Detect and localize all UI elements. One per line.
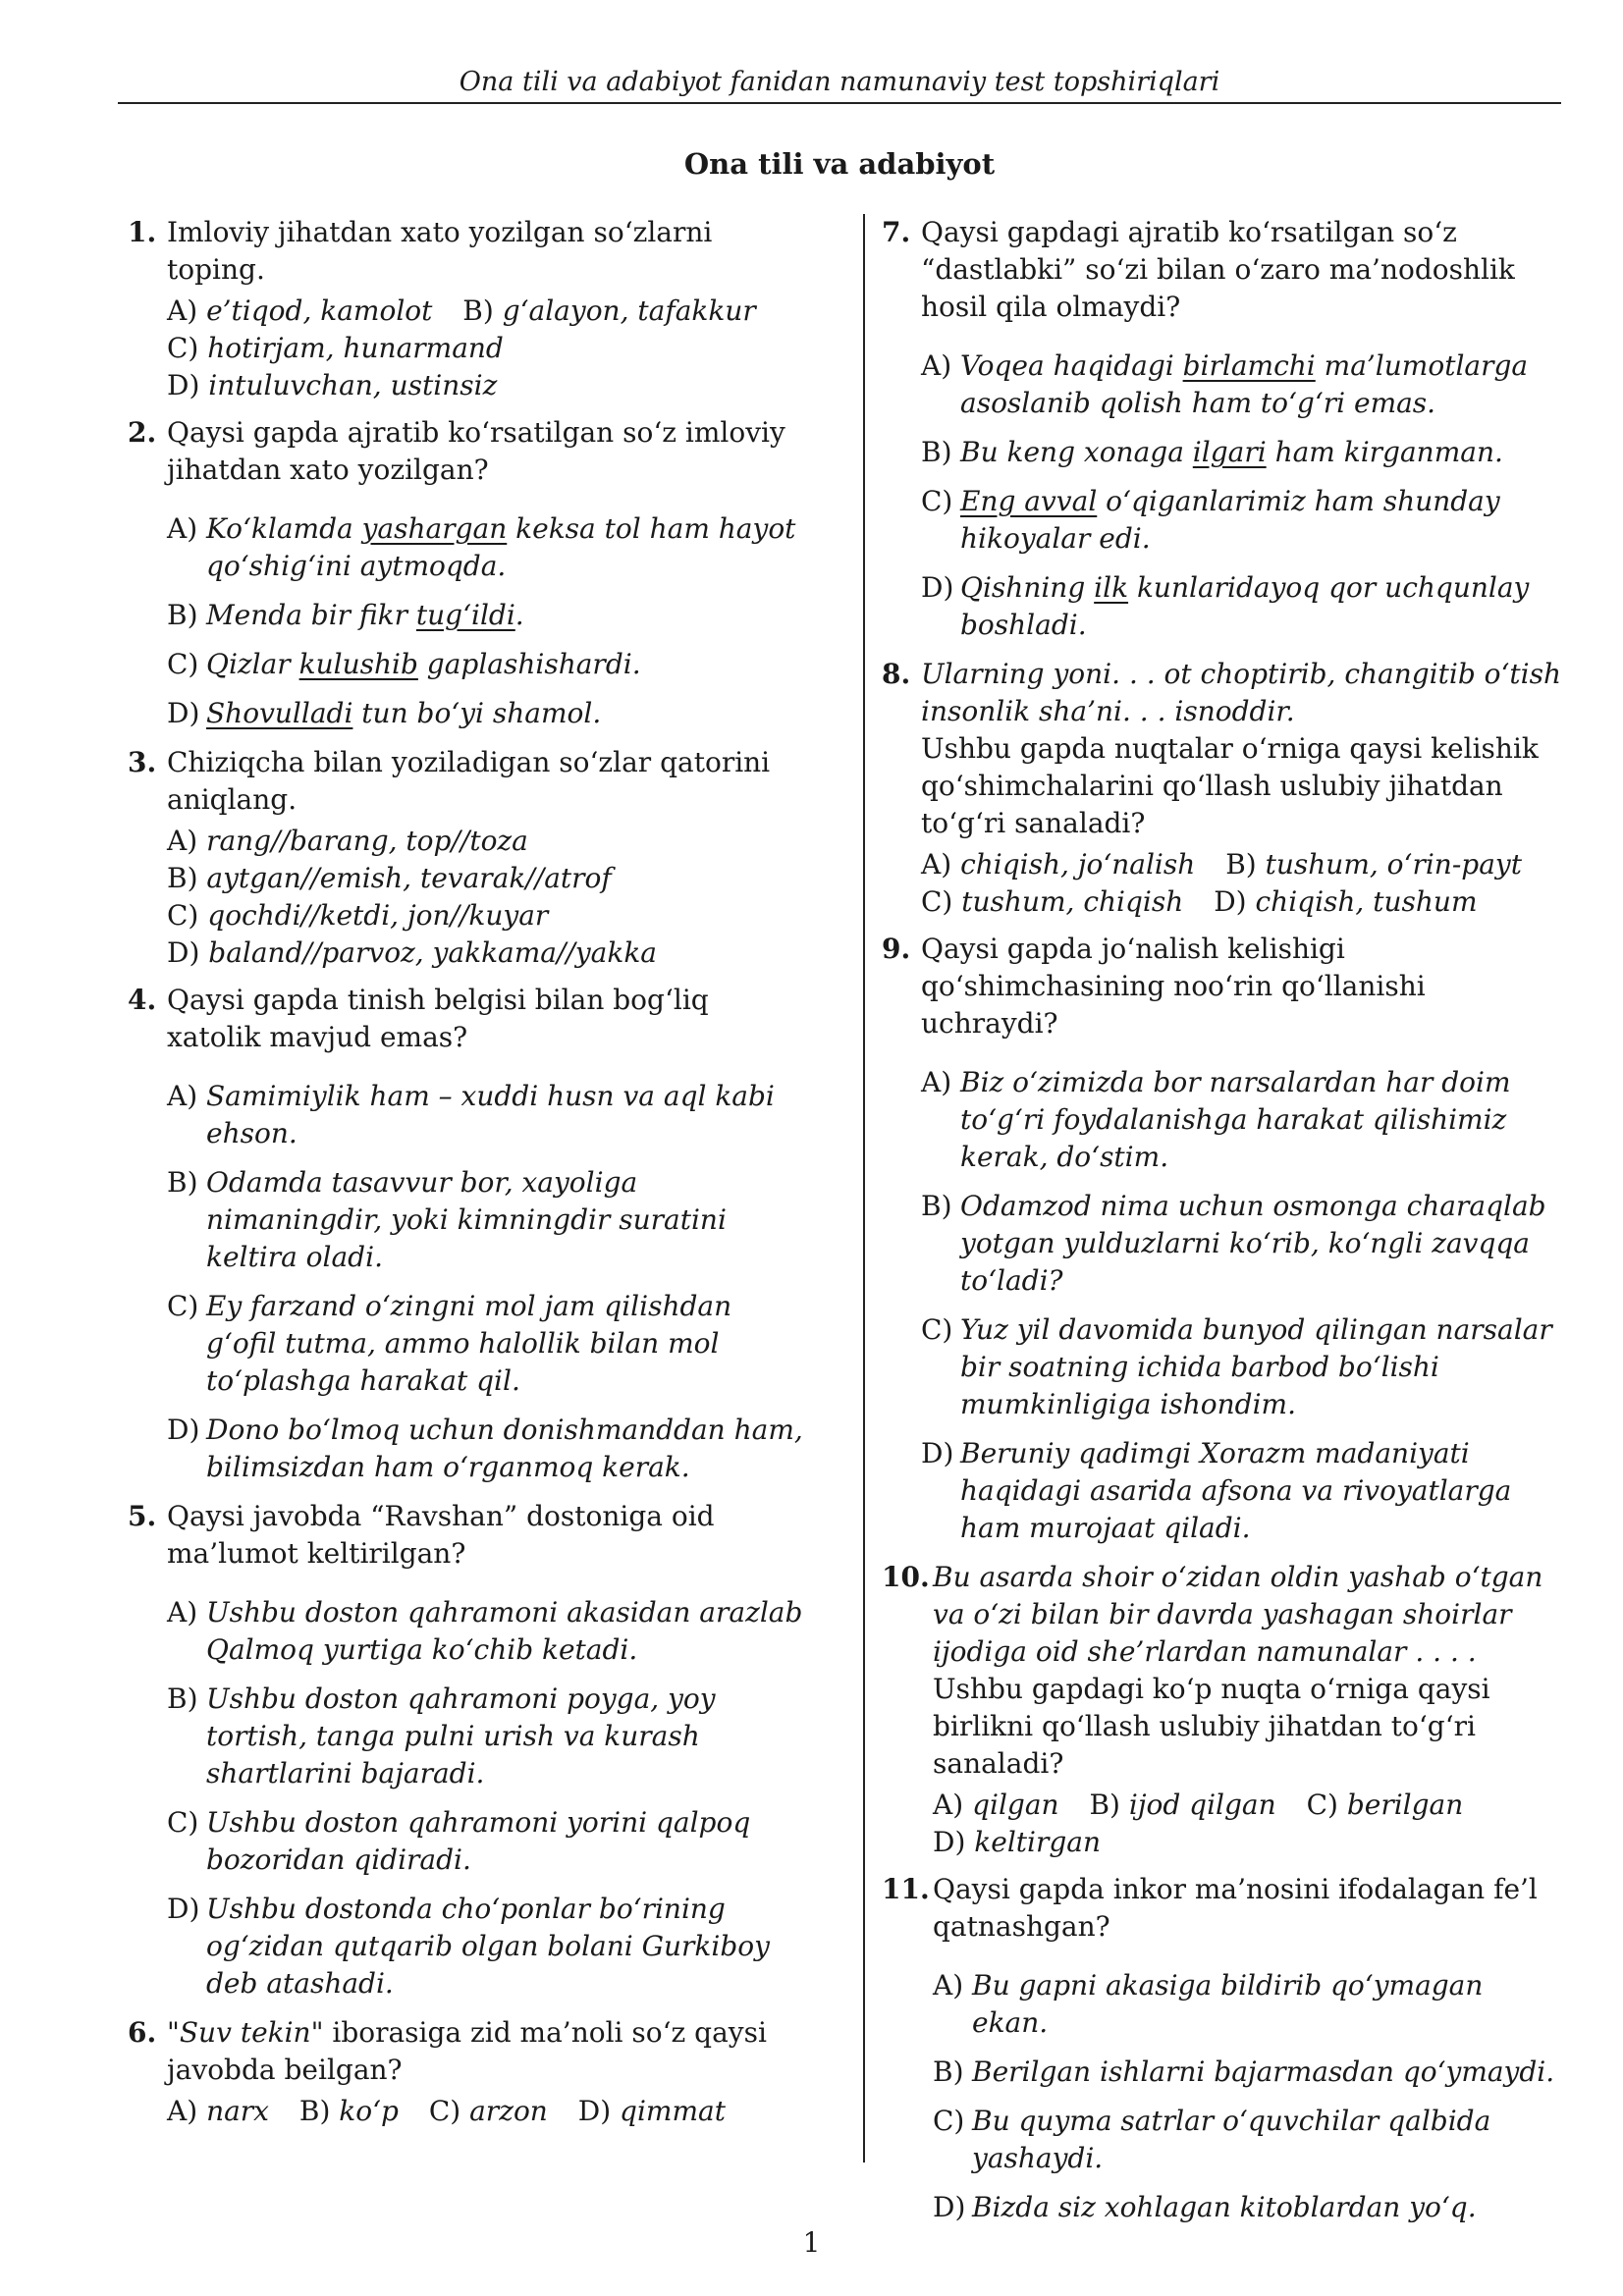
options [933, 1967, 1564, 2226]
question-text: Chiziqcha bilan yoziladigan so‘zlar qatorini aniqlang. [167, 746, 771, 816]
option-c[interactable]: C) Bu quyma satrlar o‘quvchilar qalbida yashaydi. [933, 2105, 1491, 2174]
question-1 [128, 214, 805, 404]
option-a[interactable]: A) e’tiqod, kamolot [167, 294, 433, 327]
question-number: 8. [882, 658, 911, 690]
options [167, 293, 805, 404]
option-a[interactable]: A) rang//barang, top//toza [167, 825, 528, 857]
running-header: Ona tili va adabiyot fanidan namunaviy test topshiriqlari [459, 67, 1220, 97]
option-c[interactable]: C) hotirjam, hunarmand [167, 332, 504, 364]
option-b[interactable]: B) Menda bir fikr tug‘ildi. [167, 599, 524, 631]
option-d[interactable]: D) Qishning ilk kunlaridayoq qor uchqunlay boshladi. [921, 571, 1530, 641]
option-d[interactable]: D) Dono bo‘lmoq uchun donishmanddan ham, bilimsizdan ham o‘rganmoq kerak. [167, 1414, 803, 1483]
options [167, 1078, 805, 1486]
options [167, 510, 805, 732]
option-c[interactable]: C) Ey farzand o‘zingni mol jam qilishdan g‘ofil tutma, ammo halollik bilan mol to‘plashga harakat qil. [167, 1290, 732, 1397]
option-b[interactable]: B) Berilgan ishlarni bajarmasdan qo‘ymaydi. [933, 2056, 1555, 2088]
underlined-word: kulushib [298, 648, 418, 680]
option-b[interactable]: B) Ushbu doston qahramoni poyga, yoy tortish, tanga pulni urish va kurash shartlarini bajaradi. [167, 1682, 716, 1789]
option-a[interactable]: A) Bu gapni akasiga bildirib qo‘ymagan ekan. [933, 1969, 1484, 2039]
option-b[interactable]: B) Bu keng xonaga ilgari ham kirganman. [921, 436, 1503, 468]
option-d[interactable]: D) keltirgan [933, 1826, 1102, 1858]
options-row [921, 846, 1564, 883]
question-number: 7. [882, 216, 911, 248]
option-a[interactable]: A) Ushbu doston qahramoni akasidan arazlab Qalmoq yurtiga ko‘chib ketadi. [167, 1596, 803, 1666]
question-8 [882, 656, 1564, 921]
page-number: 1 [802, 2226, 821, 2259]
question-text: Qaysi gapdagi ajratib ko‘rsatilgan so‘z “dastlabki” so‘zi bilan o‘zaro ma’nodoshlik hosil qila olmaydi? [921, 216, 1515, 323]
underlined-word: ilgari [1192, 436, 1267, 468]
question-7 [882, 214, 1564, 644]
option-a[interactable]: A) narx [167, 2095, 269, 2127]
question-4 [128, 982, 805, 1486]
question-text: "Suv tekin" iborasiga zid ma’noli so‘z qaysi javobda beilgan? [167, 2016, 767, 2086]
option-d[interactable]: D) baland//parvoz, yakkama//yakka [167, 936, 657, 969]
option-d[interactable]: D) intuluvchan, ustinsiz [167, 369, 498, 401]
question-text: Qaysi gapda tinish belgisi bilan bog‘liq xatolik mavjud emas? [167, 984, 709, 1053]
options [167, 1594, 805, 2002]
option-d[interactable]: D) qimmat [577, 2095, 726, 2127]
option-c[interactable]: C) qochdi//ketdi, jon//kuyar [167, 899, 549, 932]
option-c[interactable]: C) Yuz yil davomida bunyod qilingan narsalar bir soatning ichida barbod bo‘lishi mumkinligiga ishondim. [921, 1313, 1552, 1420]
underlined-word: Eng avval [960, 485, 1098, 517]
question-text: Ushbu gapda nuqtalar o‘rniga qaysi kelishik qo‘shimchalarini qo‘llash uslubiy jihatdan to‘g‘ri sanaladi? [921, 732, 1539, 839]
option-b[interactable]: B) tushum, o‘rin-payt [1225, 848, 1522, 881]
question-number: 5. [128, 1500, 157, 1532]
question-number: 9. [882, 933, 911, 965]
option-c[interactable]: C) Qizlar kulushib gaplashishardi. [167, 648, 641, 680]
question-sentence: Ularning yoni. . . ot choptirib, changitib o‘tish insonlik sha’ni. . . isnoddir. [921, 658, 1562, 727]
option-a[interactable]: A) Samimiylik ham – xuddi husn va aql kabi ehson. [167, 1080, 775, 1149]
options [921, 1064, 1564, 1547]
question-number: 10. [882, 1561, 930, 1593]
underlined-word: Shovulladi [206, 697, 353, 729]
question-text: Imloviy jihatdan xato yozilgan so‘zlarni toping. [167, 216, 713, 286]
question-number: 3. [128, 746, 157, 778]
option-b[interactable]: B) g‘alayon, tafakkur [462, 294, 756, 327]
option-a[interactable]: A) chiqish, jo‘nalish [921, 848, 1196, 881]
question-3 [128, 744, 805, 972]
question-9 [882, 931, 1564, 1547]
options-row [167, 2093, 805, 2130]
question-text: Qaysi gapda ajratib ko‘rsatilgan so‘z imloviy jihatdan xato yozilgan? [167, 416, 785, 486]
option-a[interactable]: A) qilgan [933, 1789, 1059, 1821]
option-b[interactable]: B) ko‘p [298, 2095, 399, 2127]
option-c[interactable]: C) berilgan [1306, 1789, 1464, 1821]
option-b[interactable]: B) Odamzod nima uchun osmonga charaqlab yotgan yulduzlarni ko‘rib, ko‘ngli zavqqa to‘ladi? [921, 1190, 1546, 1297]
question-number: 4. [128, 984, 157, 1016]
underlined-word: ilk [1094, 571, 1129, 604]
page-title: Ona tili va adabiyot [683, 147, 996, 181]
options-row [921, 883, 1564, 921]
option-c[interactable]: C) Eng avval o‘qiganlarimiz ham shunday hikoyalar edi. [921, 485, 1500, 555]
option-a[interactable]: A) Ko‘klamda yashargan keksa tol ham hayot qo‘shig‘ini aytmoqda. [167, 512, 796, 582]
question-text: Qaysi gapda inkor ma’nosini ifodalagan fe’l qatnashgan? [933, 1873, 1538, 1943]
option-a[interactable]: A) Biz o‘zimizda bor narsalardan har doim to‘g‘ri foydalanishga harakat qilishimiz kerak, do‘stim. [921, 1066, 1511, 1173]
column-divider [863, 214, 865, 2163]
underlined-word: yashargan [361, 512, 508, 545]
question-number: 6. [128, 2016, 157, 2049]
question-6 [128, 2014, 805, 2130]
options-row [933, 1787, 1564, 1824]
question-text: Qaysi gapda jo‘nalish kelishigi qo‘shimchasining noo‘rin qo‘llanishi uchraydi? [921, 933, 1426, 1040]
option-c[interactable]: C) arzon [428, 2095, 548, 2127]
question-text: Qaysi javobda “Ravshan” dostoniga oid ma’lumot keltirilgan? [167, 1500, 715, 1570]
options [921, 846, 1564, 921]
option-d[interactable]: D) Ushbu dostonda cho‘ponlar bo‘rining og‘zidan qutqarib olgan bolani Gurkiboy deb atashadi. [167, 1893, 770, 2000]
option-d[interactable]: D) Bizda siz xohlagan kitoblardan yo‘q. [933, 2191, 1477, 2223]
option-b[interactable]: B) ijod qilgan [1089, 1789, 1276, 1821]
options [933, 1787, 1564, 1861]
options [921, 347, 1564, 644]
option-c[interactable]: C) tushum, chiqish [921, 885, 1184, 918]
header-rule [118, 102, 1561, 104]
question-5 [128, 1498, 805, 2002]
question-10 [882, 1559, 1564, 1861]
option-d[interactable]: D) chiqish, tushum [1214, 885, 1478, 918]
options [167, 823, 805, 972]
options-row [167, 293, 805, 330]
question-text: Ushbu gapdagi ko‘p nuqta o‘rniga qaysi birlikni qo‘llash uslubiy jihatdan to‘g‘ri sanaladi? [933, 1673, 1490, 1780]
underlined-word: tug‘ildi [415, 599, 515, 631]
question-2 [128, 414, 805, 732]
question-number: 2. [128, 416, 157, 449]
question-11 [882, 1871, 1564, 2226]
option-d[interactable]: D) Beruniy qadimgi Xorazm madaniyati haqidagi asarida afsona va rivoyatlarga ham murojaat qiladi. [921, 1437, 1512, 1544]
question-number: 1. [128, 216, 157, 248]
left-column [128, 214, 805, 2140]
option-d[interactable]: D) Shovulladi tun bo‘yi shamol. [167, 697, 602, 729]
option-a[interactable]: A) Voqea haqidagi birlamchi ma’lumotlarga asoslanib qolish ham to‘g‘ri emas. [921, 349, 1529, 419]
option-c[interactable]: C) Ushbu doston qahramoni yorini qalpoq bozoridan qidiradi. [167, 1806, 751, 1876]
question-number: 11. [882, 1873, 930, 1905]
right-column [882, 214, 1564, 2238]
question-sentence: Bu asarda shoir o‘zidan oldin yashab o‘tgan va o‘zi bilan bir davrda yashagan shoirlar ijodiga oid she’rlardan namunalar . . . . [933, 1561, 1543, 1668]
option-b[interactable]: B) Odamda tasavvur bor, xayoliga nimaningdir, yoki kimningdir suratini keltira oladi. [167, 1166, 727, 1273]
underlined-word: birlamchi [1182, 349, 1316, 382]
options [167, 2093, 805, 2130]
option-b[interactable]: B) aytgan//emish, tevarak//atrof [167, 862, 612, 894]
